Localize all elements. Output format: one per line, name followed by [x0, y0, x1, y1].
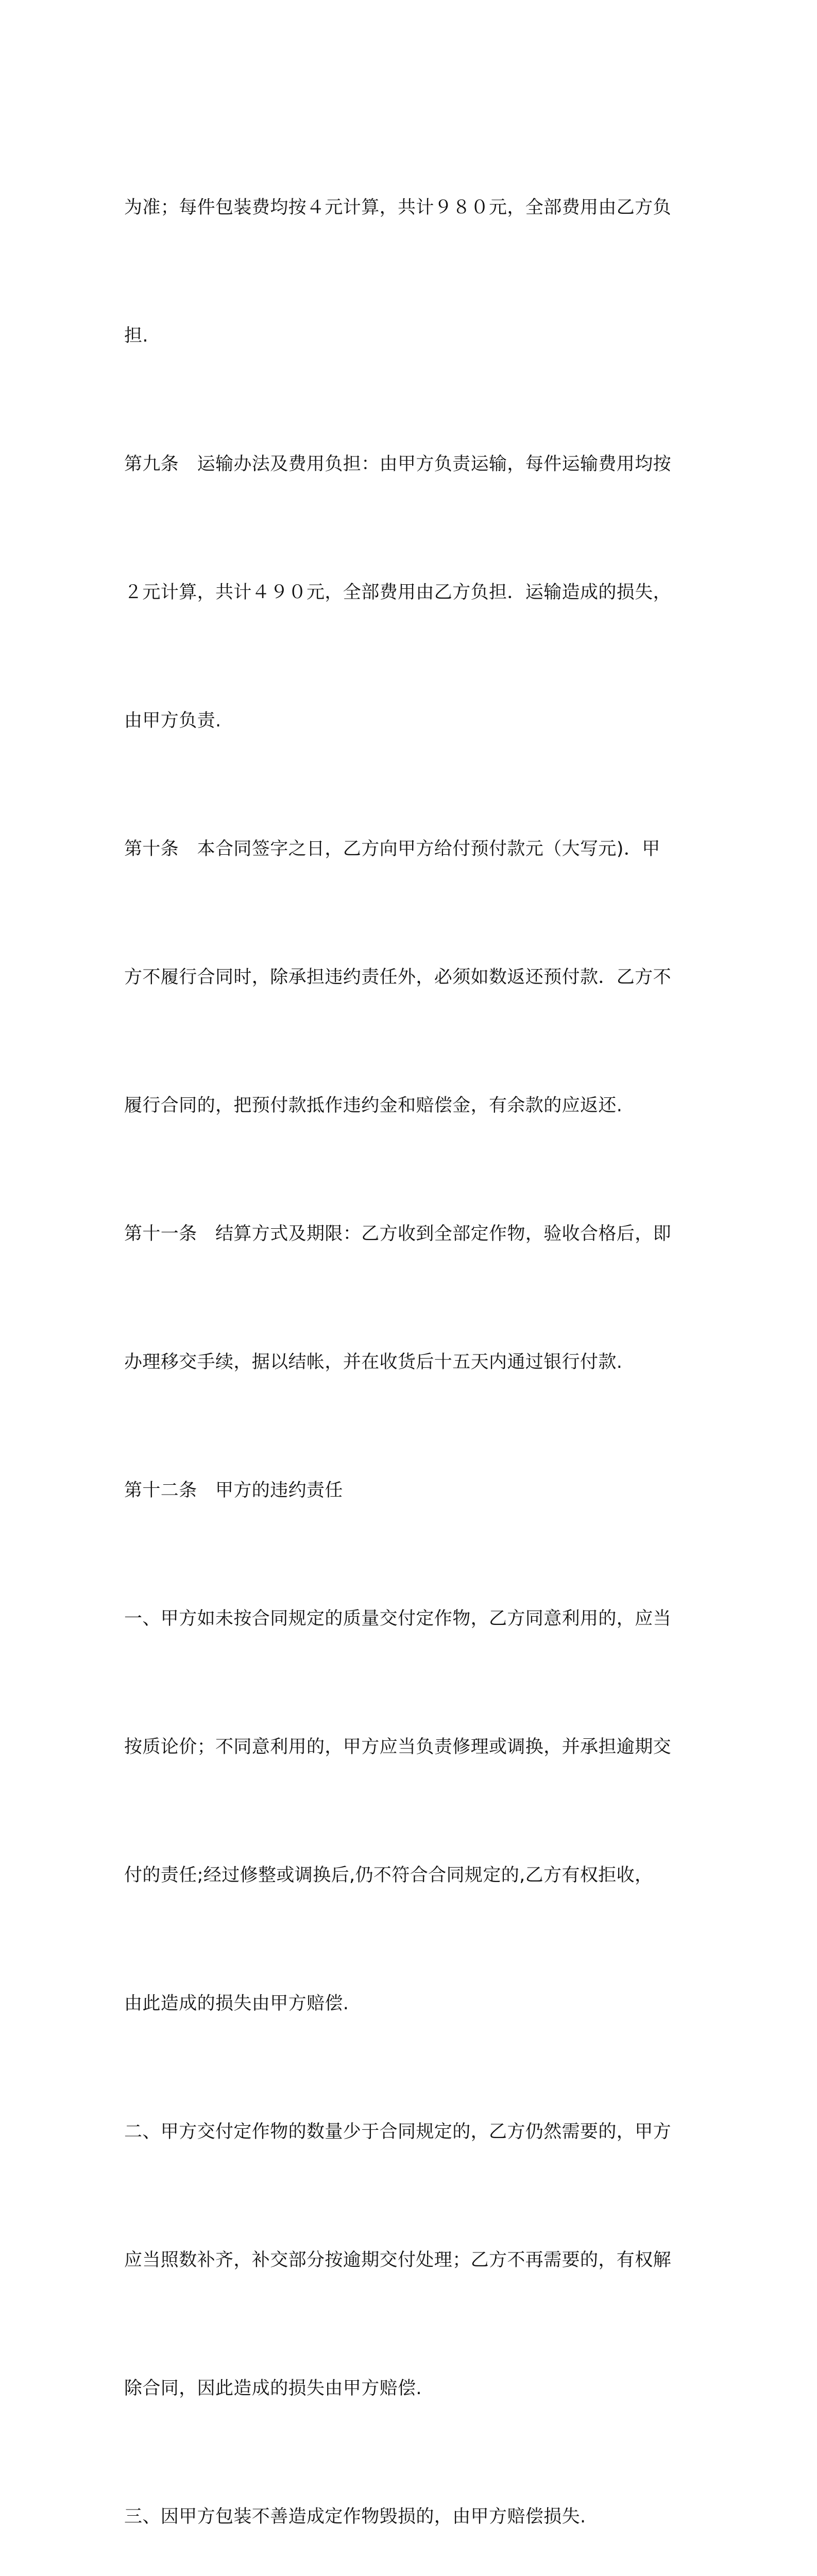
text-line: 除合同，因此造成的损失由甲方赔偿. — [124, 2378, 422, 2399]
text-line: 方不履行合同时，除承担违约责任外，必须如数返还预付款．乙方不 — [124, 967, 672, 988]
contract-text — [124, 101, 699, 2576]
text-line: 由甲方负责. — [124, 710, 222, 731]
text-line: ２元计算，共计４９０元，全部费用由乙方负担．运输造成的损失， — [124, 582, 672, 603]
article-9-heading-line: 第九条 运输办法及费用负担：由甲方负责运输，每件运输费用均按 — [124, 454, 672, 474]
text-line: 按质论价；不同意利用的，甲方应当负责修理或调换，并承担逾期交 — [124, 1737, 672, 1757]
text-line: 由此造成的损失由甲方赔偿. — [124, 1993, 349, 2014]
clause-3-line: 三、因甲方包装不善造成定作物毁损的，由甲方赔偿损失. — [124, 2506, 586, 2527]
text-line: 应当照数补齐，补交部分按逾期交付处理；乙方不再需要的，有权解 — [124, 2250, 672, 2270]
text-line: 办理移交手续，据以结帐，并在收货后十五天内通过银行付款. — [124, 1352, 623, 1372]
clause-1-line: 一、甲方如未按合同规定的质量交付定作物，乙方同意利用的，应当 — [124, 1608, 672, 1629]
text-line: 付的责任;经过修整或调换后,仍不符合合同规定的,乙方有权拒收， — [124, 1865, 653, 1886]
clause-2-line: 二、甲方交付定作物的数量少于合同规定的，乙方仍然需要的，甲方 — [124, 2122, 672, 2142]
article-11-heading-line: 第十一条 结算方式及期限：乙方收到全部定作物，验收合格后，即 — [124, 1224, 672, 1244]
text-line: 履行合同的，把预付款抵作违约金和赔偿金，有余款的应返还. — [124, 1095, 623, 1116]
article-12-heading-line: 第十二条 甲方的违约责任 — [124, 1480, 343, 1501]
article-10-heading-line: 第十条 本合同签字之日，乙方向甲方给付预付款元（大写元)．甲 — [124, 839, 660, 859]
text-line: 担. — [124, 326, 148, 346]
text-line: 为准；每件包装费均按４元计算，共计９８０元，全部费用由乙方负 — [124, 197, 672, 218]
